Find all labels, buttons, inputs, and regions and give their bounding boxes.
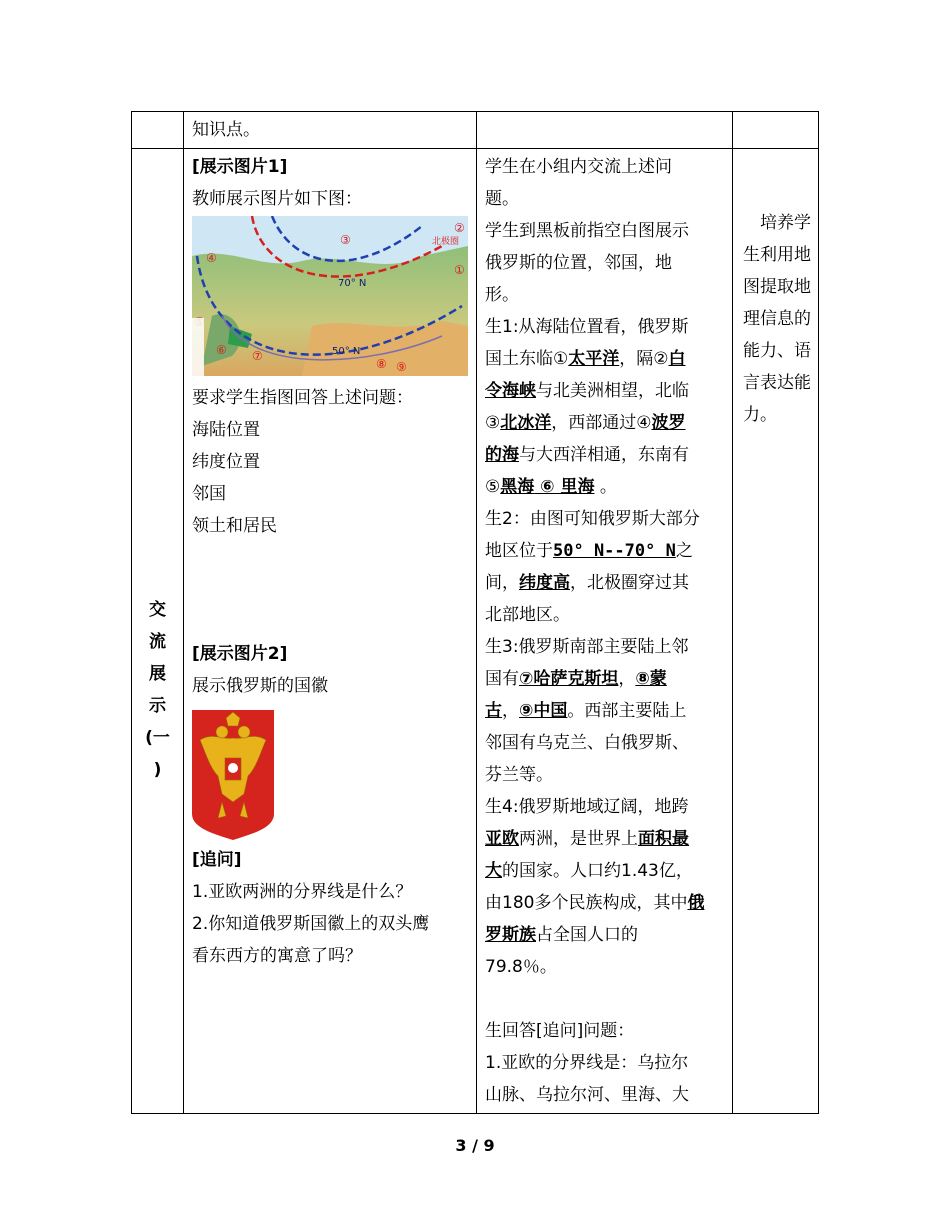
map-label-3: ③ [340, 233, 351, 247]
answer-1-cont: 山脉、乌拉尔河、里海、大 [485, 1085, 689, 1105]
student4-line: 亚欧两洲，是世界上面积最 [485, 829, 689, 849]
map-label-6: ⑥ [216, 343, 227, 357]
student-text: 学生在小组内交流上述问 [485, 157, 672, 177]
answer-eurasia: 亚欧 [485, 829, 519, 849]
blank-line [485, 983, 724, 1015]
map-label-4: ④ [206, 251, 217, 265]
map-label-2: ② [454, 221, 465, 235]
student1-text: 生1:从海陆位置看，俄罗斯 [485, 317, 689, 337]
student1-line: 令海峡与北美洲相望，北临 [485, 381, 689, 401]
student-text: 题。 [485, 189, 519, 209]
question-2: 2.你知道俄罗斯国徽上的双头鹰 [192, 914, 430, 934]
student4-line: 由180多个民族构成，其中俄 [485, 893, 705, 913]
student2-line: 地区位于50° N--70° N之 [485, 541, 693, 561]
answer-russians: 俄 [687, 893, 705, 913]
map-label-arctic: 北极圈 [432, 237, 460, 247]
student1-line: 的海与大西洋相通，东南有 [485, 445, 689, 465]
stage-char: 交 [149, 600, 166, 620]
answer-china: ⑨中国 [519, 701, 568, 721]
stage-label [132, 149, 183, 786]
picture1-intro: 教师展示图片如下图： [192, 189, 362, 209]
student-text: 形。 [485, 285, 519, 305]
topic-item: 海陆位置 [192, 420, 260, 440]
student4-line: 大的国家。人口约1.43亿， [485, 861, 693, 881]
map-label-9: ⑨ [396, 360, 407, 374]
picture1-heading: [展示图片1] [192, 157, 288, 177]
student3-text: 邻国有乌克兰、白俄罗斯、 [485, 733, 689, 753]
picture2-heading: [展示图片2] [192, 644, 288, 664]
goal-cell [733, 149, 819, 1114]
student1-line: 国土东临①太平洋，隔②白 [485, 349, 686, 369]
table-row [132, 112, 819, 149]
student4-line: 罗斯族占全国人口的 [485, 925, 638, 945]
question-1: 1.亚欧两洲的分界线是什么？ [192, 882, 413, 902]
goal-cell-top [733, 112, 819, 149]
student1-line: ⑤黑海 ⑥ 里海 。 [485, 477, 617, 497]
answer-pacific: 太平洋 [568, 349, 620, 369]
knowledge-point-text: 知识点。 [192, 120, 260, 140]
stage-char: 流 [149, 632, 166, 652]
answer-caspian: 里海 [560, 477, 595, 497]
student4-text: 79.8％。 [485, 957, 557, 977]
student-activity-cell [477, 149, 733, 1114]
question-2-cont: 看东西方的寓意了吗？ [192, 946, 362, 966]
russia-map [192, 216, 468, 376]
teacher-cell-top [184, 112, 477, 149]
stage-char: ) [153, 760, 162, 780]
lesson-table [131, 111, 819, 1114]
map-label-70n: 70° N [338, 278, 367, 289]
student3-text: 芬兰等。 [485, 765, 553, 785]
student3-line: 古，⑨中国。西部主要陆上 [485, 701, 687, 721]
answer-mongolia: ⑧蒙 [635, 669, 667, 689]
map-label-50n: 50° N [332, 346, 361, 357]
student1-line: ③北冰洋，西部通过④波罗 [485, 413, 686, 433]
answer-1: 1.亚欧的分界线是：乌拉尔 [485, 1053, 689, 1073]
russian-emblem-image [192, 710, 274, 840]
student2-text: 北部地区。 [485, 605, 570, 625]
ask-text: 要求学生指图回答上述问题： [192, 388, 413, 408]
followup-heading: [追问] [192, 850, 242, 870]
student2-text: 生2：由图可知俄罗斯大部分 [485, 509, 700, 529]
design-intent-text: 培养学生利用地图提取地理信息的能力、语言表达能力。 [743, 213, 811, 425]
student3-line: 国有⑦哈萨克斯坦，⑧蒙 [485, 669, 667, 689]
topic-item: 邻国 [192, 484, 226, 504]
map-label-8: ⑧ [376, 357, 387, 371]
answer-black-sea: 黑海 [500, 477, 535, 497]
answer-baltic: 波罗 [651, 413, 686, 433]
topic-item: 纬度位置 [192, 452, 260, 472]
answer-latitude-range: 50° N--70° N [553, 541, 676, 561]
stage-char: 展 [149, 664, 166, 684]
student-cell-top [477, 112, 733, 149]
stage-char: (一 [145, 728, 170, 748]
stage-cell-empty [132, 112, 184, 149]
student3-text: 生3:俄罗斯南部主要陆上邻 [485, 637, 689, 657]
student-text: 俄罗斯的位置，邻国，地 [485, 253, 672, 273]
answer-arctic-ocean: 北冰洋 [500, 413, 552, 433]
student4-text: 生4:俄罗斯地域辽阔，地跨 [485, 797, 689, 817]
answer-bering: 白 [668, 349, 686, 369]
picture2-intro: 展示俄罗斯的国徽 [192, 676, 328, 696]
stage-char: 示 [149, 696, 166, 716]
stage-cell [132, 149, 184, 1114]
table-row [132, 149, 819, 1114]
teacher-activity-cell [184, 149, 477, 1114]
answer-largest-area: 面积最 [638, 829, 689, 849]
map-label-1: ① [454, 263, 465, 277]
answer-high-latitude: 纬度高 [519, 573, 570, 593]
student2-line: 间，纬度高，北极圈穿过其 [485, 573, 689, 593]
map-label-7: ⑦ [252, 349, 263, 363]
student-text: 学生到黑板前指空白图展示 [485, 221, 689, 241]
answer-kazakhstan: ⑦哈萨克斯坦 [519, 669, 619, 689]
topic-item: 领土和居民 [192, 516, 277, 536]
page-number: 3 / 9 [455, 1136, 495, 1155]
answer-intro: 生回答[追问]问题： [485, 1021, 635, 1041]
